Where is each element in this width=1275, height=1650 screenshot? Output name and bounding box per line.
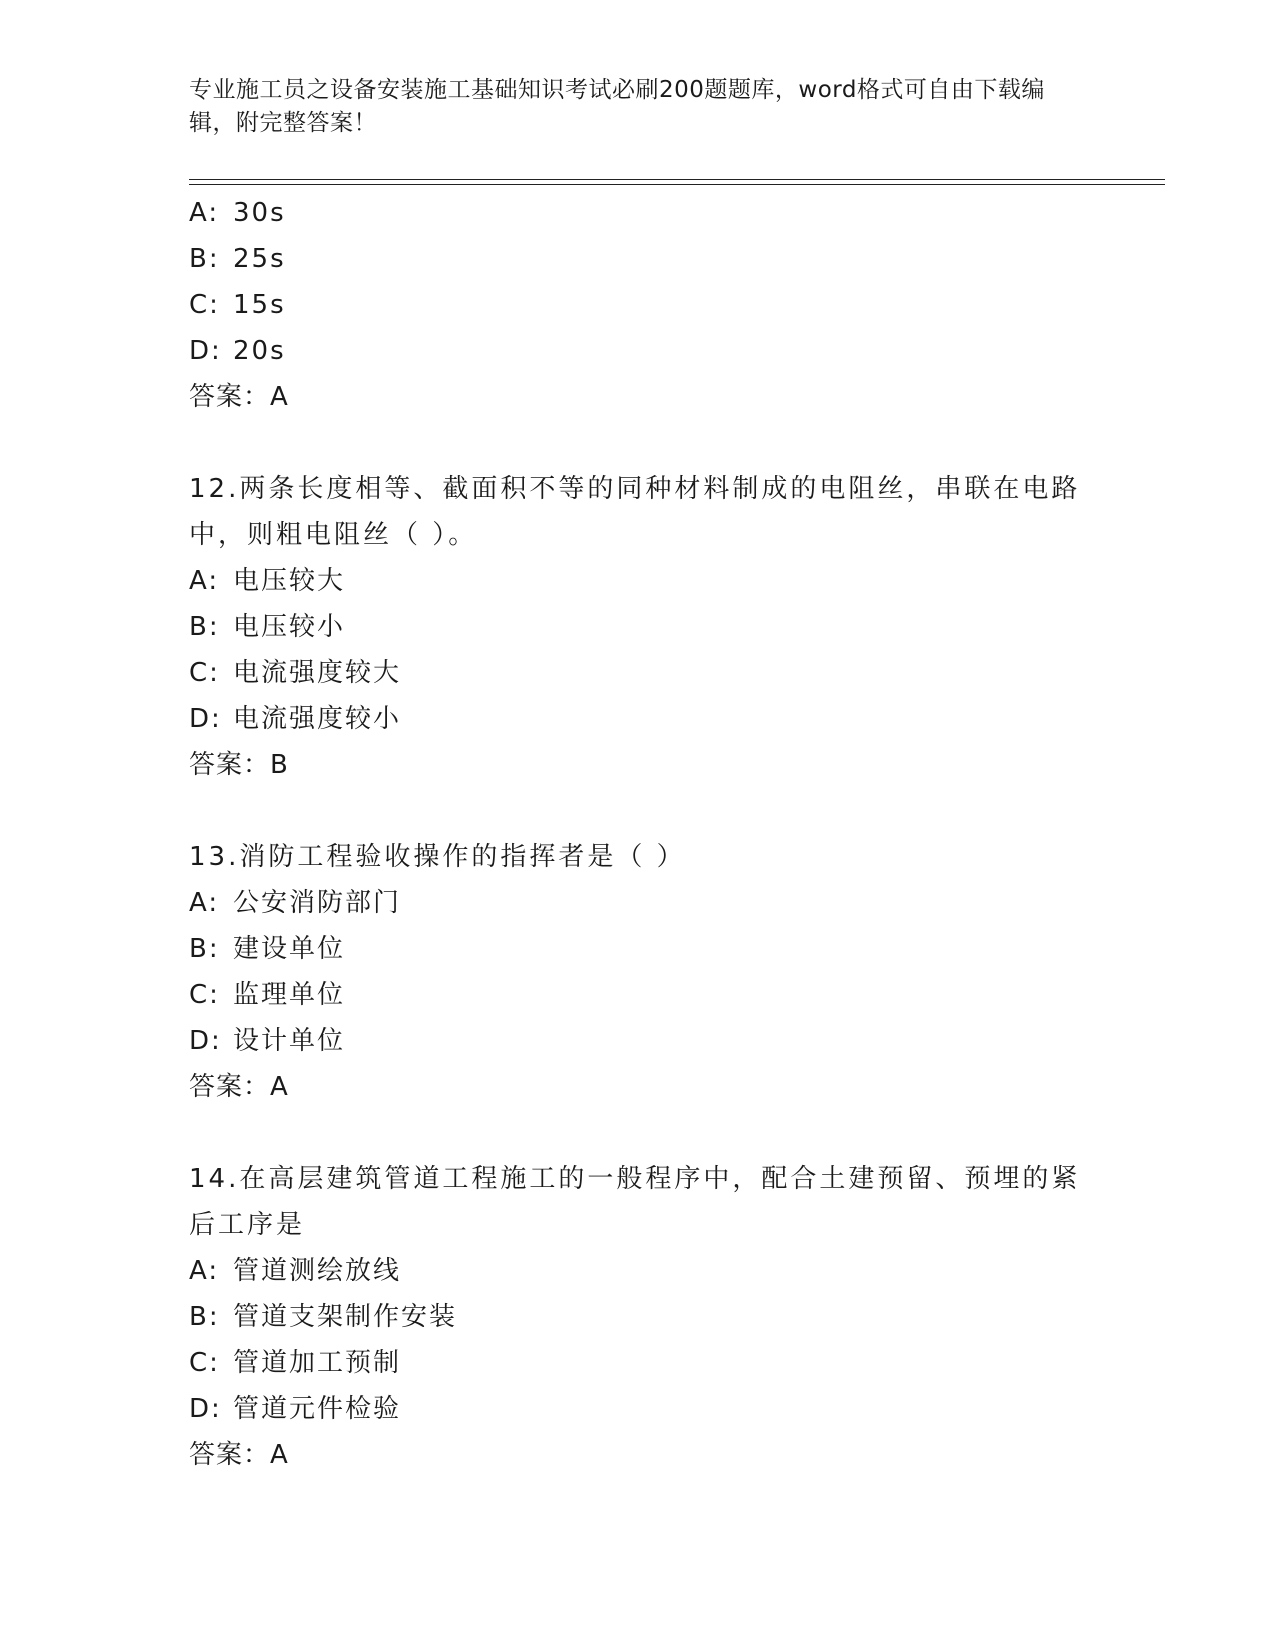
answer-line: 答案：A	[189, 382, 289, 412]
option-b	[189, 926, 1089, 972]
option-letter: C:	[189, 1348, 220, 1378]
option-text: 管道加工预制	[233, 1348, 402, 1378]
option-d	[189, 696, 1089, 742]
spacer	[189, 420, 1089, 466]
option-c	[189, 1340, 1089, 1386]
document-body	[189, 190, 1089, 1478]
option-c	[189, 282, 1089, 328]
option-letter: A:	[189, 888, 220, 918]
option-letter: B:	[189, 1302, 220, 1332]
option-a	[189, 1248, 1089, 1294]
option-text: 电流强度较小	[233, 704, 402, 734]
option-text: 30s	[233, 198, 286, 228]
option-d	[189, 1386, 1089, 1432]
option-letter: C:	[189, 980, 220, 1010]
option-text: 20s	[233, 336, 286, 366]
option-letter: A:	[189, 566, 220, 596]
document-header: 专业施工员之设备安装施工基础知识考试必刷200题题库，word格式可自由下载编辑，附完整答案！	[189, 77, 1045, 136]
option-b	[189, 1294, 1089, 1340]
option-a	[189, 558, 1089, 604]
option-letter: B:	[189, 612, 220, 642]
question-block	[189, 466, 1089, 788]
header-rule-top	[189, 179, 1165, 180]
question-block	[189, 1156, 1089, 1478]
option-text: 电压较大	[233, 566, 346, 596]
question-text: 12.两条长度相等、截面积不等的同种材料制成的电阻丝，串联在电路中，则粗电阻丝（ ）。	[189, 474, 1081, 550]
option-d	[189, 1018, 1089, 1064]
question-fragment	[189, 190, 1089, 420]
spacer	[189, 788, 1089, 834]
option-b	[189, 236, 1089, 282]
option-text: 25s	[233, 244, 286, 274]
option-c	[189, 972, 1089, 1018]
spacer	[189, 1110, 1089, 1156]
option-letter: B:	[189, 934, 220, 964]
option-text: 建设单位	[233, 934, 346, 964]
question-text: 13.消防工程验收操作的指挥者是（ ）	[189, 842, 686, 872]
option-a	[189, 190, 1089, 236]
question-text: 14.在高层建筑管道工程施工的一般程序中，配合土建预留、预埋的紧后工序是	[189, 1164, 1081, 1240]
answer-line: 答案：A	[189, 1440, 289, 1470]
option-text: 电压较小	[233, 612, 346, 642]
answer-line: 答案：A	[189, 1072, 289, 1102]
option-text: 公安消防部门	[233, 888, 402, 918]
option-letter: C:	[189, 290, 220, 320]
option-text: 监理单位	[233, 980, 346, 1010]
option-text: 电流强度较大	[233, 658, 402, 688]
option-letter: B:	[189, 244, 220, 274]
option-letter: D:	[189, 1026, 222, 1056]
option-text: 管道元件检验	[233, 1394, 402, 1424]
option-a	[189, 880, 1089, 926]
option-text: 15s	[233, 290, 286, 320]
option-text: 管道测绘放线	[233, 1256, 402, 1286]
option-text: 管道支架制作安装	[233, 1302, 458, 1332]
option-letter: A:	[189, 1256, 220, 1286]
option-b	[189, 604, 1089, 650]
option-text: 设计单位	[233, 1026, 346, 1056]
option-letter: C:	[189, 658, 220, 688]
answer-line: 答案：B	[189, 750, 289, 780]
header-rule-bottom	[189, 184, 1165, 185]
option-d	[189, 328, 1089, 374]
option-letter: D:	[189, 704, 222, 734]
option-letter: A:	[189, 198, 220, 228]
option-letter: D:	[189, 1394, 222, 1424]
option-c	[189, 650, 1089, 696]
question-block	[189, 834, 1089, 1110]
option-letter: D:	[189, 336, 222, 366]
